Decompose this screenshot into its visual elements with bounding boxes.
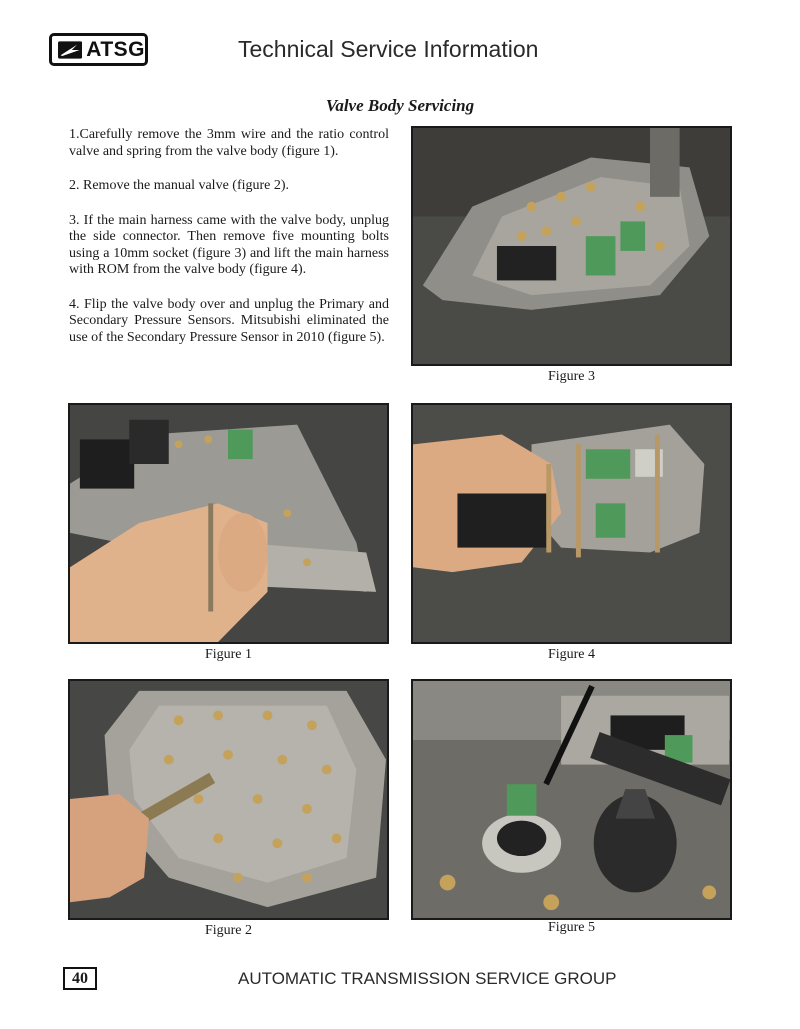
instructions: [69, 127, 389, 346]
step-3: 3. If the main harness came with the valve body, unplug the side connector. Then remove five mounting bolts using a 10mm socket (figure 3) and lift the main harness with ROM from the valve body (figure 4).: [69, 212, 389, 277]
header-title: Technical Service Information: [238, 36, 539, 62]
figure-4-caption: Figure 4: [547, 647, 596, 662]
figure-3-caption: Figure 3: [547, 369, 596, 384]
figure-2-caption: Figure 2: [204, 923, 253, 938]
figure-1-caption: Figure 1: [204, 647, 253, 662]
step-1: 1.Carefully remove the 3mm wire and the ratio control valve and spring from the valve body (figure 1).: [69, 127, 389, 159]
figure-3-photo: [411, 126, 732, 366]
logo-text: ATSG: [86, 37, 145, 61]
figure-4-photo: [411, 403, 732, 644]
figure-2-photo: [68, 679, 389, 920]
section-title: Valve Body Servicing: [325, 96, 475, 115]
logo-mark-icon: [58, 40, 82, 60]
figure-5-photo: [411, 679, 732, 920]
figure-1-photo: [68, 403, 389, 644]
step-4: 4. Flip the valve body over and unplug the Primary and Secondary Pressure Sensors. Mitsubishi eliminated the use of the Secondary Pressure Sensor in 2010 (figure 5).: [69, 296, 389, 345]
page-number: 40: [63, 967, 97, 990]
footer-title: AUTOMATIC TRANSMISSION SERVICE GROUP: [238, 969, 617, 988]
atsg-logo: [49, 33, 148, 66]
step-2: 2. Remove the manual valve (figure 2).: [69, 178, 290, 193]
figure-5-caption: Figure 5: [547, 920, 596, 935]
